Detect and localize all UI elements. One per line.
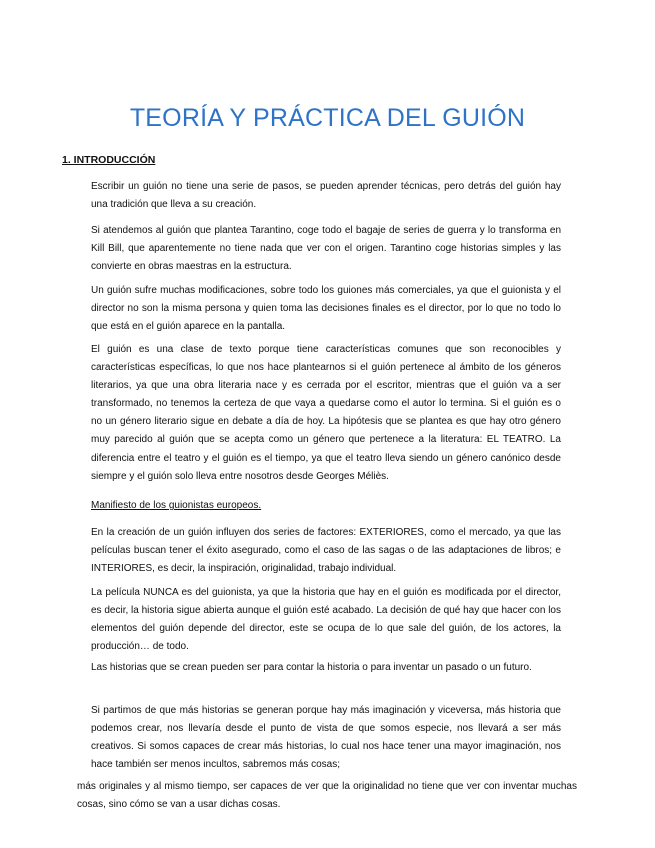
section-heading-introduccion: 1. INTRODUCCIÓN [62, 154, 156, 166]
paragraph-1: Escribir un guión no tiene una serie de pasos, se pueden aprender técnicas, pero detrás del guión hay una tradición que lleva a su creación. [91, 181, 561, 211]
paragraph-6: La película NUNCA es del guionista, ya que la historia que hay en el guión es modificada por el director, es decir, la historia sigue abierta aunque el guión esté acabado. La decisión de qué hay que hacer con los elementos del guión depende del director, este se ocupa de lo que sale del guión, de los actores, la producción… de todo. [91, 587, 561, 653]
paragraph-4: El guión es una clase de texto porque tiene características comunes que son reconocibles y características específicas, lo que nos hace plantearnos si el guión pertenece al ámbito de los géneros literarios, ya que una obra literaria nace y es cerrada por el escritor, mientras que el guión va a ser transformado, no tenemos la certeza de que vaya a quedarse como el autor lo termina. Si el guión es o no un género literario sigue en debate a día de hoy. La hipótesis que se plantea es que hay otro género muy parecido al guión que se acepta como un género que pertenece a la literatura: EL TEATRO. La diferencia entre el teatro y el guión es el tiempo, ya que el teatro lleva siendo un género canónico desde siempre y el guión solo lleva entre nosotros desde Georges Méliès. [91, 344, 561, 482]
paragraph-9: más originales y al mismo tiempo, ser capaces de ver que la originalidad no tiene que ver con inventar muchas cosas, sino cómo se van a usar dichas cosas. [77, 781, 577, 811]
document-title: TEORÍA Y PRÁCTICA DEL GUIÓN [129, 104, 526, 132]
paragraph-8: Si partimos de que más historias se generan porque hay más imaginación y viceversa, más historia que podemos crear, nos llevaría desde el punto de vista de que somos especie, nos llevará a ser más creativos. Si somos capaces de crear más historias, lo cual nos hace tener una mayor imaginación, nos hace también ser menos incultos, sabremos más cosas; [91, 705, 561, 771]
subheading-manifiesto: Manifiesto de los guionistas europeos. [91, 500, 262, 511]
paragraph-3: Un guión sufre muchas modificaciones, sobre todo los guiones más comerciales, ya que el guionista y el director no son la misma persona y quien toma las decisiones finales es el director, por lo que no todo lo que está en el guión aparece en la pantalla. [91, 285, 561, 333]
paragraph-5: En la creación de un guión influyen dos series de factores: EXTERIORES, como el mercado, ya que las películas buscan tener el éxito asegurado, como el caso de las sagas o de las adaptaciones de libros; e INTERIORES, es decir, la inspiración, originalidad, trabajo individual. [91, 527, 561, 575]
paragraph-7: Las historias que se crean pueden ser para contar la historia o para inventar un pasado o un futuro. [91, 662, 532, 673]
paragraph-2: Si atendemos al guión que plantea Tarantino, coge todo el bagaje de series de guerra y lo transforma en Kill Bill, que aparentemente no tiene nada que ver con el origen. Tarantino coge historias simples y las convierte en obras maestras en la estructura. [91, 225, 561, 273]
